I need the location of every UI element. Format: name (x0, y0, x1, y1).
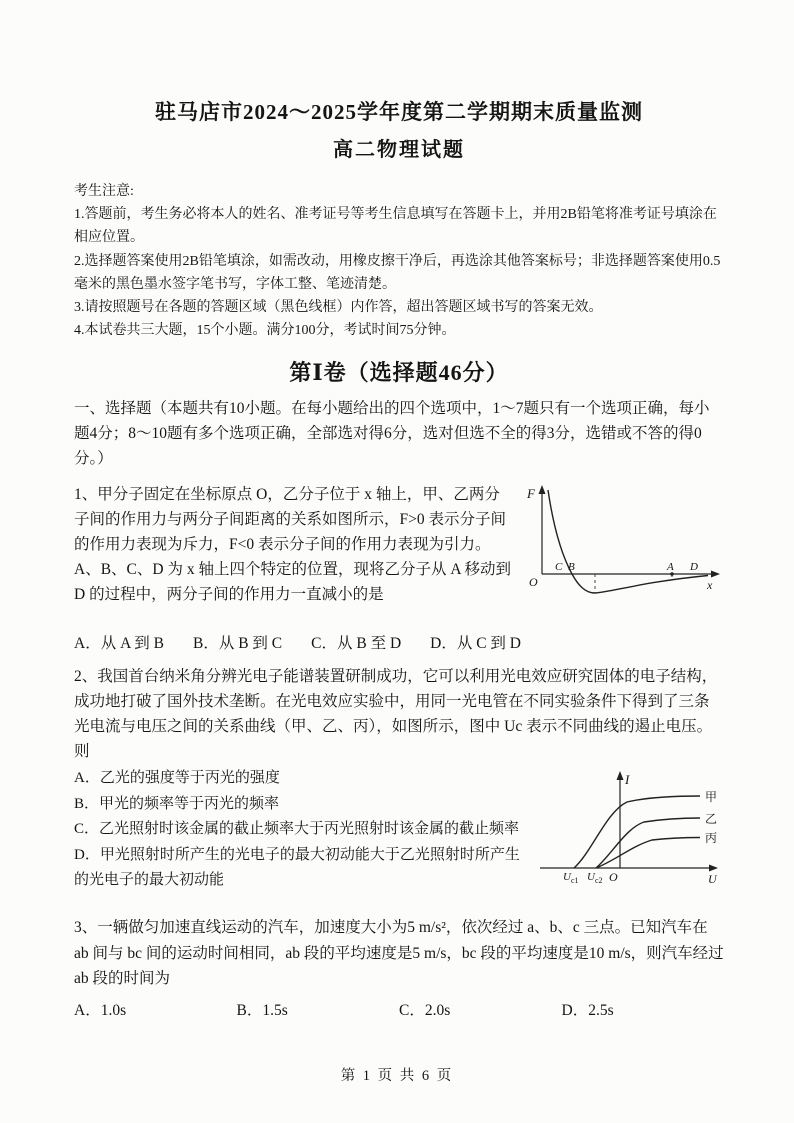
point-c-label: C (555, 560, 563, 573)
q1-option-d: D．从 C 到 D (430, 634, 521, 652)
page-subtitle: 高二物理试题 (333, 139, 465, 161)
curve-bing (596, 838, 700, 869)
q2-option-c: C．乙光照射时该金属的截止频率大于丙光照射时该金属的截止频率 (74, 821, 520, 838)
q2-option-d: D．甲光照射时所产生的光电子的最大初动能大于乙光照射时所产生的光电子的最大初动能 (74, 846, 520, 889)
q2-option-a: A．乙光的强度等于丙光的强度 (74, 770, 280, 787)
q3-options (74, 998, 724, 1020)
u-axis-label: U (708, 872, 717, 887)
point-b-label: B (568, 560, 575, 573)
notice-item-1: 1.答题前，考生务必将本人的姓名、准考证号等考生信息填写在答题卡上，并用2B铅笔将准考证号填涂在相应位置。 (74, 207, 717, 246)
question-2 (74, 664, 724, 904)
notice-item-4: 4.本试卷共三大题，15个小题。满分100分，考试时间75分钟。 (74, 323, 456, 339)
origin-label: O (609, 870, 618, 885)
section-1-intro: 一、选择题（本题共有10小题。在每小题给出的四个选项中，1～7题只有一个选项正确，每小题4分；8～10题有多个选项正确，全部选对得6分，选对但选不全的得3分，选错或不答的得0分。） (74, 399, 710, 467)
notice-item-3: 3.请按照题号在各题的答题区域（黑色线框）内作答，超出答题区域书写的答案无效。 (74, 300, 603, 316)
candidate-notices (74, 180, 724, 343)
curve-yi-label: 乙 (705, 812, 718, 827)
i-axis-arrow (617, 771, 624, 780)
curve-bing-label: 丙 (705, 831, 718, 846)
q3-option-a: A．1.0s (74, 1001, 127, 1019)
page-footer: 第 1 页 共 6 页 (340, 1068, 454, 1084)
notice-item-2: 2.选择题答案使用2B铅笔填涂，如需改动，用橡皮擦干净后，再选涂其他答案标号；非选择题答案使用0.5毫米的黑色墨水签字笔书写，字体工整、笔迹清楚。 (74, 253, 721, 292)
q2-photocurrent-voltage-graph (532, 768, 724, 902)
q3-option-c: C．2.0s (399, 1001, 451, 1019)
q1-option-c: C．从 B 至 D (311, 634, 402, 652)
q1-options (74, 631, 724, 653)
origin-label: O (529, 574, 538, 589)
f-axis-arrow (539, 485, 546, 494)
force-curve (548, 490, 708, 593)
point-d-label: D (690, 560, 698, 573)
q1-option-a: A．从 A 到 B (74, 634, 164, 652)
question-1 (74, 482, 724, 653)
q3-option-d: D．2.5s (561, 1001, 614, 1019)
q2-options (74, 766, 724, 904)
point-a-label: A (667, 560, 674, 573)
curve-jia-label: 甲 (705, 790, 718, 805)
q1-force-distance-graph (522, 482, 724, 626)
f-axis-label: F (527, 485, 535, 501)
question-1-body (74, 482, 724, 628)
curve-jia (574, 796, 700, 868)
q2-option-b: B．甲光的频率等于丙光的频率 (74, 795, 280, 812)
q2-text: 2、我国首台纳米角分辨光电子能谱装置研制成功，它可以利用光电效应研究固体的电子结构，成功地打破了国外技术垄断。在光电效应实验中，用同一光电管在不同实验条件下得到了三条光电流与电压之间的关系曲线（甲、乙、丙），如图所示，图中 Uc 表示不同曲线的遏止电压。则 (74, 667, 718, 761)
q1-text: 1、甲分子固定在坐标原点 O，乙分子位于 x 轴上，甲、乙两分子间的作用力与两分子间距离的关系如图所示，F>0 表示分子间的作用力表现为斥力，F<0 表示分子间的作用力表现为引力。A、B、C、D 为 x 轴上四个特定的位置，现将乙分子从 A 移动到 D 的过程中，两分子间的作用力一直减小的是 (74, 485, 512, 604)
section-1-heading: 第Ⅰ卷（选择题46分） (289, 359, 509, 385)
q1-option-b: B．从 B 到 C (193, 634, 283, 652)
question-3 (74, 915, 724, 1019)
q3-option-b: B．1.5s (236, 1001, 288, 1019)
page-title: 驻马店市2024～2025学年度第二学期期末质量监测 (155, 100, 643, 124)
q3-text: 3、一辆做匀加速直线运动的汽车，加速度大小为5 m/s²，依次经过 a、b、c 三点。已知汽车在 ab 间与 bc 间的运动时间相同，ab 段的平均速度是5 m/s，bc 段的平均速度是10 m/s，则汽车经过 ab 段的时间为 (74, 919, 724, 987)
i-axis-label: I (625, 772, 630, 788)
uc1-label: $U_{c1}$ (563, 871, 579, 886)
x-axis-arrow (711, 570, 720, 577)
x-axis-label: x (707, 577, 713, 592)
u-axis-arrow (709, 865, 718, 872)
uc2-label: $U_{c2}$ (587, 871, 603, 886)
notices-heading: 考生注意: (74, 184, 134, 199)
